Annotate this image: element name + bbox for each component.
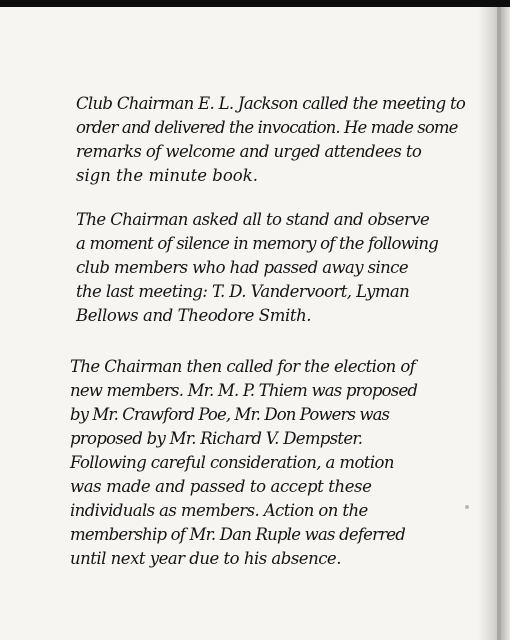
text-line: new members. Mr. M. P. Thiem was proposed — [70, 381, 418, 400]
text-line: sign the minute book. — [76, 166, 258, 185]
text-line: Bellows and Theodore Smith. — [76, 306, 312, 325]
text-line: remarks of welcome and urged attendees to — [76, 142, 422, 161]
binding-gutter-shadow — [478, 7, 510, 640]
text-line: the last meeting: T. D. Vandervoort, Lyman — [76, 282, 410, 301]
page-top-edge — [0, 0, 510, 7]
text-line: by Mr. Crawford Poe, Mr. Don Powers was — [70, 405, 390, 424]
text-line: individuals as members. Action on the — [70, 501, 368, 520]
text-line: The Chairman then called for the election of — [70, 357, 416, 376]
text-line: proposed by Mr. Richard V. Dempster. — [70, 429, 363, 448]
text-line: Club Chairman E. L. Jackson called the meeting to — [76, 94, 466, 113]
paragraph-memorial — [76, 208, 438, 328]
text-line: was made and passed to accept these — [70, 477, 372, 496]
text-line: until next year due to his absence. — [70, 549, 341, 568]
paragraph-opening — [76, 92, 465, 188]
text-line: Following careful consideration, a motion — [70, 453, 394, 472]
text-line: club members who had passed away since — [76, 258, 408, 277]
text-line: a moment of silence in memory of the following — [76, 234, 438, 253]
paper-speck — [465, 505, 469, 509]
paragraph-elections — [70, 355, 417, 571]
text-line: The Chairman asked all to stand and observe — [76, 210, 430, 229]
text-line: membership of Mr. Dan Ruple was deferred — [70, 525, 406, 544]
binding-gutter-line — [497, 7, 501, 640]
text-line: order and delivered the invocation. He made some — [76, 118, 458, 137]
